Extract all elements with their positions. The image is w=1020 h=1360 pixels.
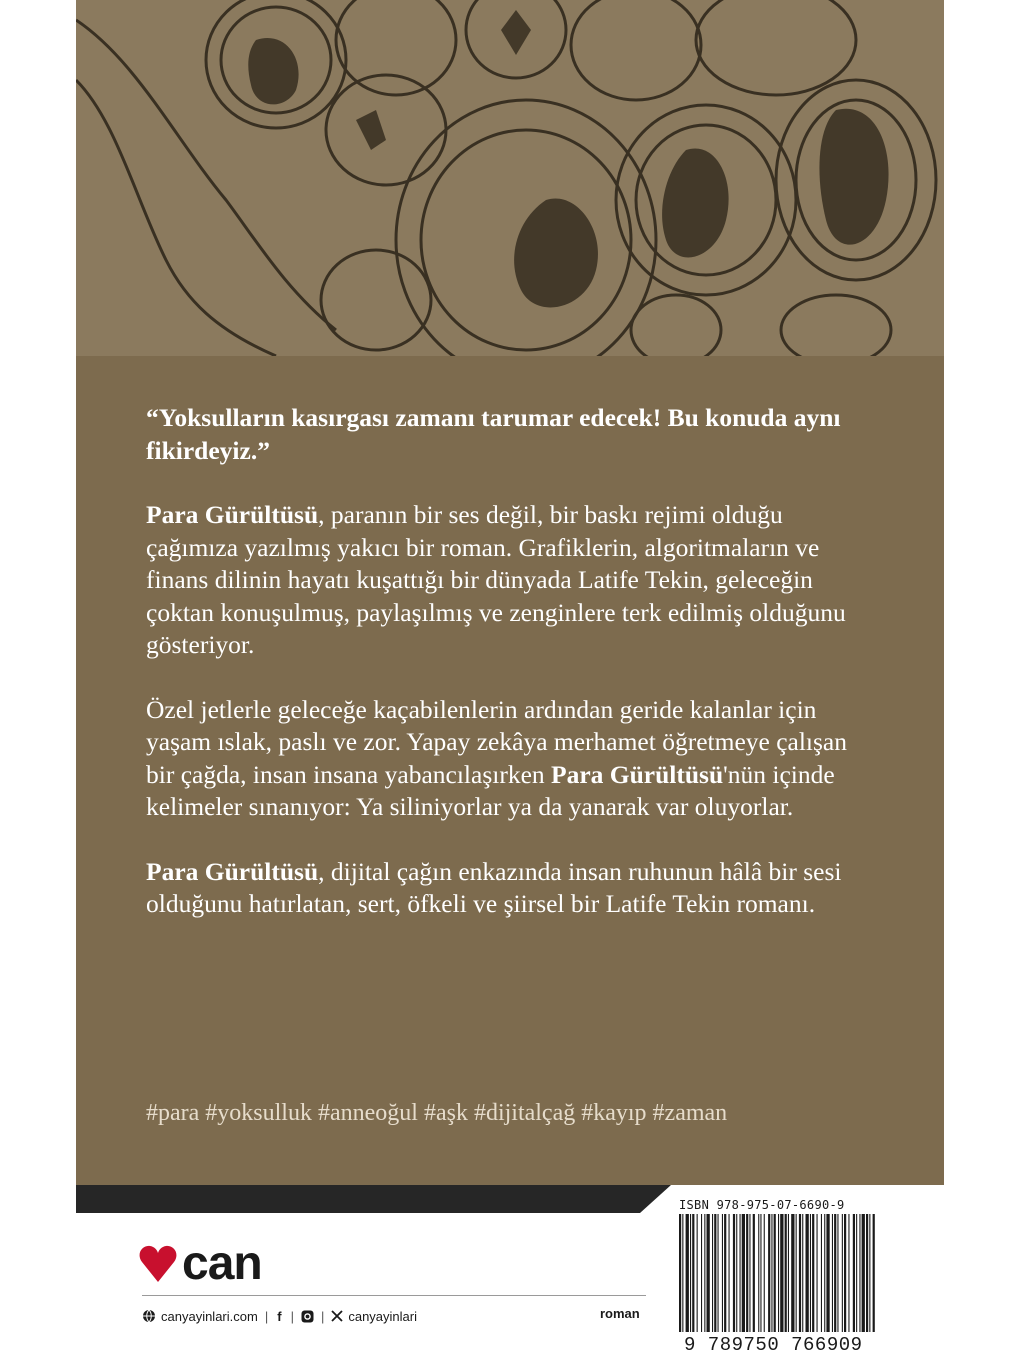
- heart-icon: [138, 1244, 178, 1284]
- dark-band: [76, 1185, 671, 1213]
- social-handle[interactable]: canyayinlari: [348, 1308, 417, 1324]
- barcode-bar: [826, 1214, 829, 1332]
- barcode-bar: [682, 1214, 683, 1332]
- barcode-bar: [758, 1214, 759, 1332]
- barcode-bar: [859, 1214, 860, 1332]
- website-link[interactable]: canyayinlari.com: [161, 1308, 258, 1324]
- separator: |: [320, 1308, 325, 1324]
- hashtags: #para #yoksulluk #anneoğul #aşk #dijitalçağ #kayıp #zaman: [146, 1100, 728, 1126]
- book-title-repeat: Para Gürültüsü: [146, 856, 319, 886]
- barcode-bar: [856, 1214, 857, 1332]
- barcode-bar: [788, 1214, 789, 1332]
- publisher-logo: [138, 1237, 262, 1290]
- barcode-bar: [817, 1214, 818, 1332]
- barcode-bar: [764, 1214, 765, 1332]
- barcode-bar: [768, 1214, 770, 1332]
- barcode-bar: [834, 1214, 836, 1332]
- blurb: [146, 402, 881, 953]
- barcode-number: 9 789750 766909: [684, 1334, 863, 1356]
- barcode-bar: [692, 1214, 694, 1332]
- barcode-bar: [832, 1214, 833, 1332]
- barcode-bar: [806, 1214, 809, 1332]
- x-icon[interactable]: [331, 1310, 343, 1322]
- barcode-bar: [873, 1214, 875, 1332]
- barcode-bar: [799, 1214, 801, 1332]
- barcode-bar: [697, 1214, 698, 1332]
- instagram-icon[interactable]: [301, 1310, 314, 1323]
- barcode-bar: [746, 1214, 748, 1332]
- barcode-bar: [821, 1214, 822, 1332]
- barcode-bar: [842, 1214, 843, 1332]
- paragraph-2-rest: 'nün içinde kelimeler sınanıyor: Ya siliniyorlar ya da yanarak var oluyorlar.: [146, 759, 835, 821]
- barcode-bar: [753, 1214, 755, 1332]
- isbn-label: ISBN 978-975-07-6690-9: [679, 1198, 845, 1212]
- barcode-bar: [749, 1214, 750, 1332]
- paragraph-2: [146, 694, 881, 824]
- barcode-bar: [704, 1214, 705, 1332]
- barcode-bar: [802, 1214, 803, 1332]
- separator: |: [264, 1308, 269, 1324]
- back-cover: [76, 0, 944, 1185]
- footer-links: [142, 1306, 417, 1326]
- barcode-bar: [679, 1214, 681, 1332]
- barcode-bar: [837, 1214, 838, 1332]
- facebook-icon[interactable]: f: [277, 1308, 282, 1324]
- barcode-bar: [796, 1214, 797, 1332]
- cover-illustration: [76, 0, 944, 356]
- barcode-bar: [844, 1214, 846, 1332]
- barcode-bar: [707, 1214, 710, 1332]
- barcode-bar: [848, 1214, 849, 1332]
- barcode-bar: [742, 1214, 745, 1332]
- barcode-bar: [729, 1214, 730, 1332]
- book-title-inline: Para Gürültüsü: [551, 759, 724, 789]
- barcode-bar: [785, 1214, 787, 1332]
- publisher-name: can: [182, 1237, 262, 1290]
- book-title: Para Gürültüsü: [146, 500, 319, 529]
- barcode-bar: [712, 1214, 713, 1332]
- barcode-bar: [733, 1214, 735, 1332]
- barcode-bar: [869, 1214, 870, 1332]
- barcode-bar: [714, 1214, 716, 1332]
- paragraph-2-start: Özel jetlerle geleceğe kaçabilenlerin ardından geride kalanlar için yaşam ıslak, paslı ve zor. Yapay zekâya merhamet öğretmeye çalışan bir çağda, insan insana yabancılaşırken: [146, 694, 848, 789]
- barcode-bar: [724, 1214, 726, 1332]
- separator: |: [290, 1308, 294, 1324]
- barcode-bar: [686, 1214, 689, 1332]
- barcode-bar: [760, 1214, 761, 1332]
- barcode-bar: [866, 1214, 868, 1332]
- barcode-bar: [740, 1214, 741, 1332]
- barcode-bar: [771, 1214, 772, 1332]
- paragraph-1: [146, 499, 881, 662]
- barcode-bar: [791, 1214, 794, 1332]
- barcode-bar: [862, 1214, 865, 1332]
- footer-rule: [142, 1295, 646, 1296]
- coins-sketch: [76, 0, 944, 356]
- paragraph-3-text: , dijital çağın enkazında insan ruhunun hâlâ bir sesi olduğunu hatırlatan, sert, öfkeli ve şiirsel bir Latife Tekin romanı.: [146, 856, 842, 918]
- globe-icon: [142, 1309, 156, 1323]
- paragraph-1-text: , paranın bir ses değil, bir baskı rejimi olduğu çağımıza yazılmış yakıcı bir roman. Grafiklerin, algoritmaların ve finans dilinin hayatı kuşattığı bir dünyada Latife Tekin, geleceğin çoktan konuşulmuş, paylaşılmış ve zenginlere terk edilmiş olduğunu gösteriyor.: [146, 500, 846, 659]
- paragraph-3: [146, 856, 881, 921]
- barcode-bar: [774, 1214, 776, 1332]
- barcode-bar: [780, 1214, 783, 1332]
- barcode-bar: [701, 1214, 702, 1332]
- barcode-bar: [778, 1214, 779, 1332]
- quote: “Yoksulların kasırgası zamanı tarumar edecek! Bu konuda aynı fikirdeyiz.”: [146, 403, 841, 465]
- dark-band-cut: [640, 1185, 671, 1213]
- barcode: [679, 1214, 876, 1332]
- barcode-bar: [722, 1214, 723, 1332]
- barcode-bar: [810, 1214, 811, 1332]
- barcode-bar: [736, 1214, 737, 1332]
- barcode-bar: [718, 1214, 719, 1332]
- barcode-bar: [824, 1214, 825, 1332]
- genre-label: roman: [600, 1306, 640, 1321]
- barcode-bar: [812, 1214, 814, 1332]
- barcode-bar: [853, 1214, 855, 1332]
- barcode-bar: [690, 1214, 691, 1332]
